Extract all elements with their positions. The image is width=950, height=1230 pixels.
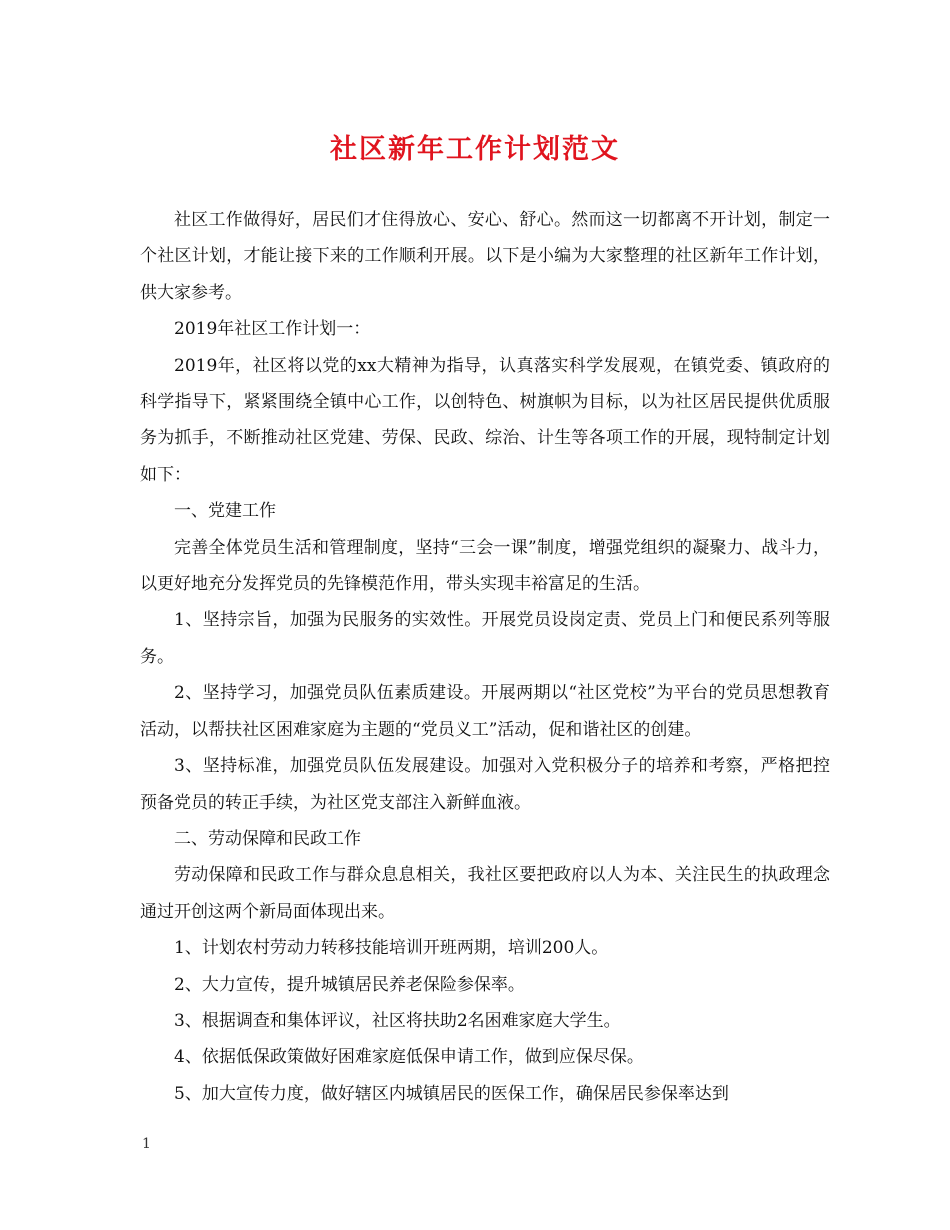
list-item-labor-3: 3、根据调查和集体评议，社区将扶助2名困难家庭大学生。 — [174, 1010, 621, 1031]
list-item-labor-1: 1、计划农村劳动力转移技能培训开班两期，培训200人。 — [174, 938, 609, 959]
list-item-labor-4: 4、依据低保政策做好困难家庭低保申请工作，做到应保尽保。 — [174, 1047, 644, 1068]
paragraph-labor-civil: 劳动保障和民政工作与群众息息相关，我社区要把政府以人为本、关注民生的执政理念通过开创这两个新局面体现出来。 — [140, 865, 830, 922]
document-title: 社区新年工作计划范文 — [330, 134, 620, 165]
list-item-party-2: 2、坚持学习，加强党员队伍素质建设。开展两期以“社区党校”为平台的党员思想教育活动，以帮扶社区困难家庭为主题的“党员义工”活动，促和谐社区的创建。 — [140, 683, 830, 740]
page-number: 1 — [142, 1136, 151, 1152]
list-item-party-3: 3、坚持标准，加强党员队伍发展建设。加强对入党积极分子的培养和考察，严格把控预备党员的转正手续，为社区党支部注入新鲜血液。 — [140, 756, 830, 813]
paragraph-plan-overview: 2019年，社区将以党的xx大精神为指导，认真落实科学发展观，在镇党委、镇政府的科学指导下，紧紧围绕全镇中心工作，以创特色、树旗帜为目标，以为社区居民提供优质服务为抓手，不断推动社区党建、劳保、民政、综治、计生等各项工作的开展，现特制定计划如下： — [140, 355, 830, 485]
section-heading-party-building: 一、党建工作 — [174, 501, 276, 522]
section-heading-labor-civil: 二、劳动保障和民政工作 — [174, 828, 361, 849]
document-body — [140, 202, 830, 1112]
paragraph-plan-heading: 2019年社区工作计划一： — [174, 319, 371, 340]
list-item-labor-5: 5、加大宣传力度，做好辖区内城镇居民的医保工作，确保居民参保率达到 — [174, 1083, 729, 1104]
list-item-labor-2: 2、大力宣传，提升城镇居民养老保险参保率。 — [174, 974, 525, 995]
paragraph-party-building: 完善全体党员生活和管理制度，坚持“三会一课”制度，增强党组织的凝聚力、战斗力，以更好地充分发挥党员的先锋模范作用，带头实现丰裕富足的生活。 — [140, 537, 830, 595]
list-item-party-1: 1、坚持宗旨，加强为民服务的实效性。开展党员设岗定责、党员上门和便民系列等服务。 — [140, 610, 830, 667]
paragraph-intro: 社区工作做得好，居民们才住得放心、安心、舒心。然而这一切都离不开计划，制定一个社区计划，才能让接下来的工作顺利开展。以下是小编为大家整理的社区新年工作计划，供大家参考。 — [140, 210, 830, 303]
